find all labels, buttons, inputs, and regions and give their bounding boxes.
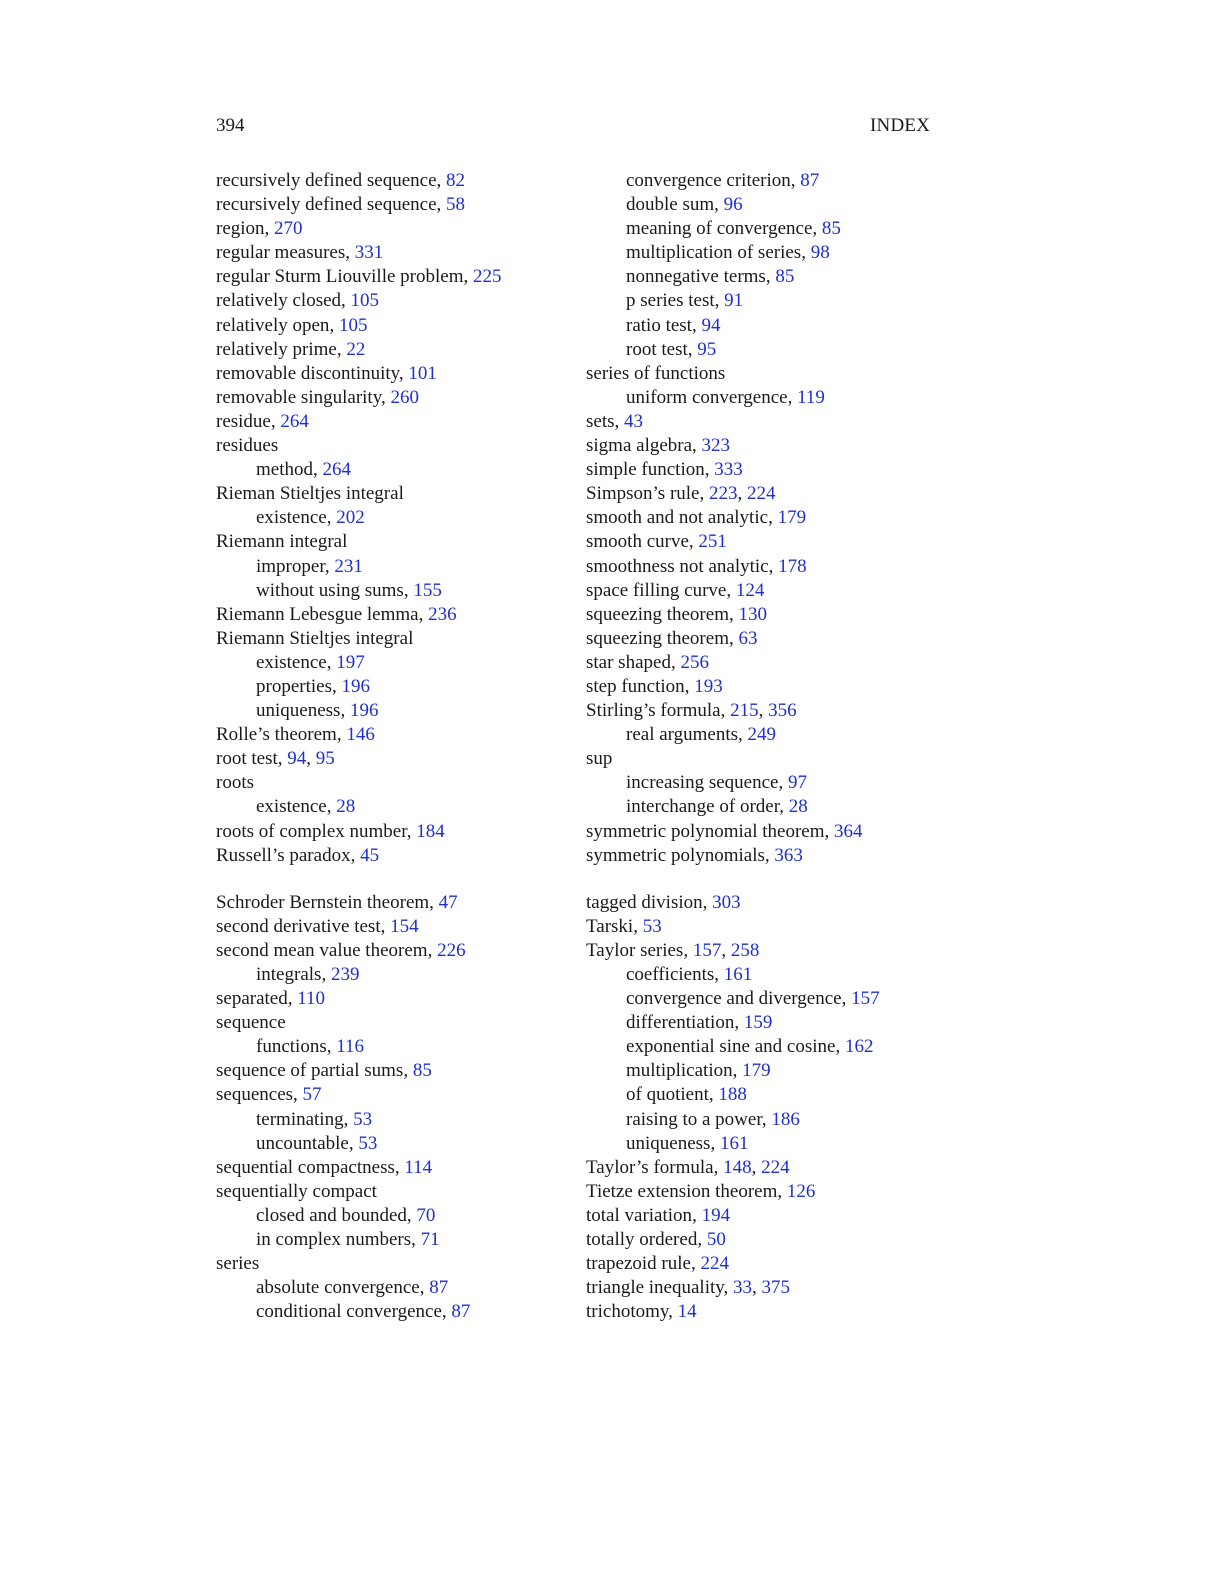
page-link[interactable]: 63 [738,627,758,649]
page-link[interactable]: 53 [358,1132,378,1154]
index-entry [216,434,556,458]
index-entry: removable singularity, 260 [216,386,419,408]
page-link[interactable]: 162 [844,1036,874,1058]
index-term: sequential compactness [216,1156,395,1178]
index-term: residue [216,410,271,432]
index-term: absolute convergence [256,1277,420,1299]
index-entry [216,482,556,506]
index-term: regular Sturm Liouville problem [216,266,464,288]
index-entry: Tietze extension theorem, 126 [586,1180,816,1202]
page-link[interactable]: 331 [354,242,384,264]
index-term: Riemann Lebesgue lemma [216,603,419,625]
page-link[interactable]: 223 [708,483,738,505]
index-subentry: multiplication, 179 [626,1060,771,1082]
index-entry: squeezing theorem, 130 [586,603,767,625]
index-term: sequence of partial sums [216,1060,404,1082]
index-term: increasing sequence [626,772,779,794]
index-term: real arguments [626,724,739,746]
index-entry [216,771,556,795]
letter-group-gap [586,868,946,891]
index-term: relatively closed [216,290,342,312]
index-term: ratio test [626,314,692,336]
page-link[interactable]: 87 [429,1277,449,1299]
index-entry: space filling curve, 124 [586,579,765,601]
index-subentry: terminating, 53 [256,1108,373,1130]
index-column-left [216,169,556,1324]
page-link[interactable]: 323 [701,435,731,457]
index-subentry: closed and bounded, 70 [256,1204,436,1226]
index-term: differentiation [626,1012,735,1034]
index-subentry: method, 264 [256,459,351,481]
index-term: squeezing theorem [586,603,729,625]
page-link[interactable]: 28 [788,796,808,818]
index-subentry: absolute convergence, 87 [256,1277,449,1299]
index-subentry: existence, 197 [256,651,365,673]
index-term: relatively open [216,314,330,336]
index-entry [216,530,556,554]
index-term: sequentially compact [216,1180,377,1202]
index-entry [216,1252,556,1276]
index-term: interchange of order [626,796,780,818]
index-term: triangle inequality [586,1277,724,1299]
index-entry: Schroder Bernstein theorem, 47 [216,891,458,913]
index-entry: root test, 94, 95 [216,748,335,770]
page-link[interactable]: 87 [800,170,820,191]
index-term: step function [586,675,685,697]
page-link[interactable]: 193 [694,675,723,697]
index-entry: step function, 193 [586,675,723,697]
index-subentry: root test, 95 [626,338,717,360]
index-term: existence [256,796,327,818]
page-link[interactable]: 179 [742,1060,771,1082]
index-term: coefficients [626,964,715,985]
index-term: Schroder Bernstein theorem [216,891,430,913]
index-subentry: properties, 196 [256,675,370,697]
index-term: Stirling’s formula [586,700,721,722]
index-entry: trapezoid rule, 224 [586,1253,729,1275]
index-term: simple function [586,459,705,481]
index-entry: relatively open, 105 [216,314,368,336]
index-term: Taylor series [586,939,684,961]
index-term: Rieman Stieltjes integral [216,483,404,505]
index-term: terminating [256,1108,344,1130]
index-subentry: multiplication of series, 98 [626,242,830,264]
index-entry [586,362,946,386]
page-link[interactable]: 94 [287,748,307,770]
index-entry: Taylor series, 157, 258 [586,939,760,961]
index-entry [216,627,556,651]
page-link[interactable]: 196 [341,675,370,697]
running-head: INDEX [870,115,931,136]
index-subentry: differentiation, 159 [626,1012,773,1034]
index-term: closed and bounded [256,1204,407,1226]
index-term: improper [256,555,325,577]
page-link[interactable]: 356 [768,700,797,722]
index-subentry: raising to a power, 186 [626,1108,800,1130]
index-entry: Tarski, 53 [586,915,662,937]
index-term: tagged division [586,891,703,913]
page-link[interactable]: 251 [698,531,727,553]
index-entry: total variation, 194 [586,1204,731,1226]
index-term: roots of complex number [216,820,407,842]
index-term: sequence [216,1012,286,1034]
index-entry: Russell’s paradox, 45 [216,844,380,866]
index-term: in complex numbers [256,1229,412,1251]
page-link[interactable]: 256 [680,651,709,673]
index-entry: second derivative test, 154 [216,915,419,937]
page-link[interactable]: 333 [714,459,743,481]
page-link[interactable]: 119 [797,386,825,408]
index-term: conditional convergence [256,1301,442,1323]
index-term: Riemann Stieltjes integral [216,627,414,649]
page-link[interactable]: 184 [416,820,445,842]
index-term: removable singularity [216,386,381,408]
page-link[interactable]: 196 [349,700,379,722]
page-link[interactable]: 95 [315,748,335,770]
index-term: Tarski [586,915,634,937]
index-term: space filling curve [586,579,727,601]
index-term: smooth curve [586,531,689,553]
index-term: exponential sine and cosine [626,1036,836,1058]
index-entry: regular Sturm Liouville problem, 225 [216,266,502,288]
page-link[interactable]: 258 [730,939,760,961]
index-term: double sum [626,194,715,216]
page-link[interactable]: 161 [723,964,753,985]
index-term: sets [586,410,615,432]
page-link[interactable]: 215 [730,700,759,722]
index-entry: tagged division, 303 [586,891,741,913]
page-link[interactable]: 264 [280,410,309,432]
page-link[interactable]: 87 [451,1301,471,1323]
page-link[interactable]: 146 [346,724,375,746]
index-term: sigma algebra [586,435,693,457]
index-subentry: uniform convergence, 119 [626,386,825,408]
index-term: total variation [586,1204,693,1226]
page-link[interactable]: 114 [404,1156,433,1178]
index-subentry: integrals, 239 [256,964,360,985]
index-entry: symmetric polynomials, 363 [586,844,803,866]
index-subentry: existence, 202 [256,507,365,529]
index-entry: second mean value theorem, 226 [216,939,466,961]
index-subentry: in complex numbers, 71 [256,1229,440,1251]
page-link[interactable]: 28 [336,796,356,818]
index-subentry: improper, 231 [256,555,363,577]
index-term: raising to a power [626,1108,762,1130]
index-entry: star shaped, 256 [586,651,709,673]
page-link[interactable]: 110 [297,988,326,1010]
index-term: symmetric polynomial theorem [586,820,825,842]
page-link[interactable]: 97 [787,772,807,794]
page-link[interactable]: 178 [778,555,807,577]
index-subentry: p series test, 91 [626,290,744,312]
page-link[interactable]: 197 [336,651,365,673]
index-term: star shaped [586,651,671,673]
page-link[interactable]: 155 [413,579,442,601]
index-subentry: interchange of order, 28 [626,796,808,818]
index-entry [216,1011,556,1035]
page-link[interactable]: 202 [336,507,365,529]
page-link[interactable]: 249 [747,724,777,746]
index-subentry: nonnegative terms, 85 [626,266,795,288]
index-subentry: real arguments, 249 [626,724,777,746]
index-term: roots [216,772,254,794]
index-entry: Taylor’s formula, 148, 224 [586,1156,790,1178]
page-link[interactable]: 186 [771,1108,800,1130]
index-subentry: uncountable, 53 [256,1132,378,1154]
page-link[interactable]: 94 [701,314,721,336]
index-term: second mean value theorem [216,939,428,961]
index-entry: Stirling’s formula, 215, 356 [586,700,797,722]
page-link[interactable]: 43 [624,410,643,432]
index-term: root test [626,338,688,360]
page-link[interactable]: 224 [746,483,776,505]
index-entry: sigma algebra, 323 [586,435,731,457]
index-column-right [586,169,946,1324]
page-link[interactable]: 57 [302,1084,322,1106]
page-link[interactable]: 179 [777,507,807,529]
index-term: meaning of convergence [626,218,813,240]
index-term: residues [216,435,279,457]
index-subentry: increasing sequence, 97 [626,772,807,794]
index-entry: symmetric polynomial theorem, 364 [586,820,863,842]
page-link[interactable]: 45 [360,844,380,866]
index-term: totally ordered [586,1229,698,1251]
page-link[interactable]: 157 [851,988,880,1010]
index-term: multiplication of series [626,242,802,264]
index-term: series of functions [586,362,726,384]
index-term: recursively defined sequence [216,170,437,191]
page-link[interactable]: 226 [437,939,466,961]
index-term: uniqueness [256,700,341,722]
page-link[interactable]: 364 [834,820,863,842]
index-entry: Riemann Lebesgue lemma, 236 [216,603,457,625]
index-term: functions [256,1036,327,1058]
page-link[interactable]: 47 [438,891,458,913]
page-link[interactable]: 53 [353,1108,373,1130]
page-link[interactable]: 130 [738,603,767,625]
index-term: properties [256,675,332,697]
index-term: of quotient [626,1084,709,1106]
index-term: sup [586,748,613,770]
index-subentry: without using sums, 155 [256,579,442,601]
index-subentry: coefficients, 161 [626,964,753,985]
index-entry: regular measures, 331 [216,242,384,264]
index-term: uncountable [256,1132,349,1154]
page-link[interactable]: 71 [420,1229,440,1251]
page-link[interactable]: 22 [346,338,366,360]
page-link[interactable]: 91 [724,290,744,312]
index-subentry: convergence criterion, 87 [626,170,820,191]
page-link[interactable]: 85 [412,1060,432,1082]
page-link[interactable]: 82 [446,170,466,191]
index-term: trichotomy [586,1301,669,1323]
page-link[interactable]: 161 [719,1132,749,1154]
index-subentry: double sum, 96 [626,194,743,216]
index-term: regular measures [216,242,346,264]
index-entry: simple function, 333 [586,459,743,481]
index-subentry: functions, 116 [256,1036,365,1058]
index-entry: smooth and not analytic, 179 [586,507,807,529]
index-term: convergence and divergence [626,988,842,1010]
page-link[interactable]: 270 [274,218,303,240]
page-link[interactable]: 58 [446,194,466,216]
index-term: existence [256,507,327,529]
index-subentry: exponential sine and cosine, 162 [626,1036,874,1058]
index-term: multiplication [626,1060,733,1082]
index-term: series [216,1253,260,1275]
index-entry: Rolle’s theorem, 146 [216,724,375,746]
page-link[interactable]: 225 [472,266,502,288]
index-subentry: uniqueness, 161 [626,1132,749,1154]
index-entry: separated, 110 [216,988,326,1010]
index-subentry: convergence and divergence, 157 [626,988,880,1010]
index-term: Simpson’s rule [586,483,700,505]
index-term: separated [216,988,288,1010]
index-term: root test [216,748,278,770]
index-entry: smoothness not analytic, 178 [586,555,807,577]
page-link[interactable]: 363 [774,844,803,866]
page-link[interactable]: 70 [416,1204,436,1226]
page-link[interactable]: 85 [821,218,841,240]
index-subentry: meaning of convergence, 85 [626,218,841,240]
index-term: smoothness not analytic [586,555,769,577]
index-entry: relatively closed, 105 [216,290,380,312]
index-term: existence [256,651,327,673]
page-link[interactable]: 231 [334,555,363,577]
page-link[interactable]: 188 [718,1084,747,1106]
page-link[interactable]: 105 [338,314,368,336]
index-entry: trichotomy, 14 [586,1301,697,1323]
page-link[interactable]: 101 [408,362,437,384]
page-link[interactable]: 126 [786,1180,816,1202]
index-entry: totally ordered, 50 [586,1229,726,1251]
page-link[interactable]: 159 [743,1012,773,1034]
page-link[interactable]: 105 [350,290,380,312]
index-term: method [256,459,313,481]
index-entry: Simpson’s rule, 223, 224 [586,483,776,505]
page-link[interactable]: 194 [701,1204,731,1226]
index-subentry: of quotient, 188 [626,1084,747,1106]
page-link[interactable]: 116 [336,1036,365,1058]
page-link[interactable]: 96 [723,194,743,216]
index-entry: roots of complex number, 184 [216,820,445,842]
index-entry: sets, 43 [586,410,643,432]
page-link[interactable]: 33 [733,1277,753,1299]
page-link[interactable]: 236 [428,603,457,625]
page-link[interactable]: 53 [642,915,662,937]
index-term: trapezoid rule [586,1253,691,1275]
page-link[interactable]: 239 [330,964,360,985]
index-term: squeezing theorem [586,627,729,649]
index-term: sequences [216,1084,294,1106]
index-term: without using sums [256,579,404,601]
index-subentry: existence, 28 [256,796,356,818]
page-link[interactable]: 224 [700,1253,729,1275]
index-entry: recursively defined sequence, 82 [216,170,466,191]
index-term: Riemann integral [216,531,348,553]
index-subentry: ratio test, 94 [626,314,721,336]
index-term: uniform convergence [626,386,788,408]
page-link[interactable]: 124 [735,579,765,601]
index-term: symmetric polynomials [586,844,765,866]
index-term: region [216,218,265,240]
index-subentry: uniqueness, 196 [256,700,379,722]
index-term: integrals [256,964,322,985]
page-link[interactable]: 224 [761,1156,790,1178]
index-entry: smooth curve, 251 [586,531,727,553]
index-term: Tietze extension theorem [586,1180,778,1202]
index-term: Taylor’s formula [586,1156,714,1178]
index-term: recursively defined sequence [216,194,437,216]
index-entry: triangle inequality, 33, 375 [586,1277,791,1299]
index-entry: sequences, 57 [216,1084,322,1106]
index-entry [216,1180,556,1204]
page-link[interactable]: 375 [761,1277,791,1299]
page-number: 394 [216,115,245,136]
index-term: second derivative test [216,915,381,937]
page-link[interactable]: 50 [706,1229,726,1251]
page-link[interactable]: 260 [390,386,419,408]
index-term: removable discontinuity [216,362,399,384]
page-link[interactable]: 14 [677,1301,697,1323]
page-link[interactable]: 85 [775,266,795,288]
page-link[interactable]: 154 [390,915,419,937]
index-entry: sequential compactness, 114 [216,1156,433,1178]
index-term: Rolle’s theorem [216,724,337,746]
index-term: smooth and not analytic [586,507,769,529]
index-term: p series test [626,290,715,312]
page-link[interactable]: 303 [712,891,741,913]
index-entry: squeezing theorem, 63 [586,627,758,649]
index-entry: residue, 264 [216,410,309,432]
index-entry [586,747,946,771]
index-term: relatively prime [216,338,337,360]
letter-group-gap [216,868,556,891]
page-link[interactable]: 157 [692,939,722,961]
index-term: Russell’s paradox [216,844,351,866]
index-subentry: conditional convergence, 87 [256,1301,471,1323]
page-link[interactable]: 264 [322,459,351,481]
index-term: nonnegative terms [626,266,766,288]
index-entry: recursively defined sequence, 58 [216,194,466,216]
page-link[interactable]: 95 [697,338,717,360]
page-link[interactable]: 98 [810,242,830,264]
index-entry: removable discontinuity, 101 [216,362,437,384]
index-entry: sequence of partial sums, 85 [216,1060,432,1082]
index-term: uniqueness [626,1132,711,1154]
page-link[interactable]: 148 [723,1156,752,1178]
index-entry: region, 270 [216,218,303,240]
index-term: convergence criterion [626,170,791,191]
index-entry: relatively prime, 22 [216,338,366,360]
